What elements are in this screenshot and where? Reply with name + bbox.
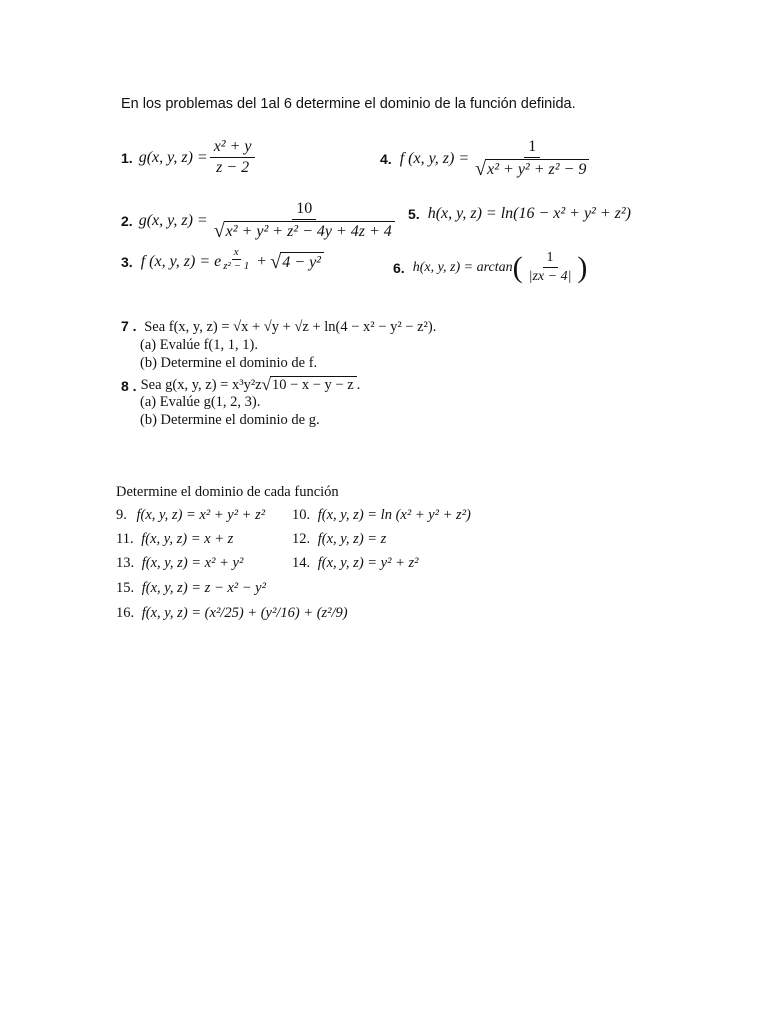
exercise-number: 16. <box>116 605 135 621</box>
exercise-number: 13. <box>116 555 135 571</box>
left-paren: ( <box>512 250 523 284</box>
exercise-number: 14. <box>292 555 311 571</box>
plus-sign: + <box>257 253 267 271</box>
problem-lhs: h(x, y, z) = ln(16 − x² + y² + z²) <box>427 205 631 222</box>
denominator: |zx − 4| <box>528 269 572 285</box>
problem-1 <box>121 138 257 178</box>
radical <box>262 376 357 394</box>
sqrt-symbol: √ <box>261 375 271 394</box>
problem-number: 3. <box>121 254 133 271</box>
section-heading: Determine el dominio de cada función <box>116 484 339 500</box>
radicand: x² + y² + z² − 9 <box>485 159 589 179</box>
problem-lhs: f (x, y, z) = e <box>140 253 222 271</box>
fraction <box>210 200 399 242</box>
exercise-expression: f(x, y, z) = y² + z² <box>317 555 419 571</box>
exponent-numerator: x <box>233 246 239 258</box>
exponent <box>221 246 251 272</box>
problem-lhs: g(x, y, z) = <box>138 211 208 229</box>
numerator: 1 <box>524 138 540 158</box>
sqrt-symbol: √ <box>475 158 487 181</box>
exercise-12 <box>292 531 386 548</box>
problem-8-part-b: (b) Determine el dominio de g. <box>140 412 320 428</box>
problem-6 <box>393 250 587 285</box>
exercise-expression: f(x, y, z) = (x²/25) + (y²/16) + (z²/9) <box>141 605 348 621</box>
right-paren: ) <box>577 250 588 284</box>
problem-statement: Sea f(x, y, z) = √x + √y + √z + ln(4 − x² − y² − z²). <box>144 319 437 335</box>
exercise-number: 12. <box>292 531 311 547</box>
radical <box>210 220 399 241</box>
problem-7 <box>121 318 436 336</box>
fraction <box>525 250 576 285</box>
numerator: 1 <box>543 250 558 268</box>
denominator: z − 2 <box>216 159 250 177</box>
problem-statement: Sea g(x, y, z) = x³y²z <box>140 377 262 393</box>
radicand: 4 − y² <box>280 252 324 272</box>
exponent-denominator: z² − 1 <box>223 259 250 272</box>
problem-number: 2. <box>121 212 133 229</box>
problem-8-part-a: (a) Evalúe g(1, 2, 3). <box>140 394 261 410</box>
exercise-16 <box>116 605 348 622</box>
numerator: 10 <box>292 200 316 220</box>
problem-3 <box>121 246 324 274</box>
exercise-number: 11. <box>116 531 134 547</box>
radical <box>471 158 593 179</box>
fraction <box>210 138 256 178</box>
problem-number: 6. <box>393 259 405 276</box>
problem-number: 4. <box>380 150 392 167</box>
exercise-expression: f(x, y, z) = x² + y² + z² <box>136 507 266 523</box>
period: . <box>356 377 361 393</box>
radicand: x² + y² + z² − 4y + 4z + 4 <box>224 221 395 241</box>
numerator: x² + y <box>210 138 256 158</box>
problem-7-part-b: (b) Determine el dominio de f. <box>140 355 318 371</box>
sqrt-symbol: √ <box>213 220 225 243</box>
problem-5 <box>408 205 631 223</box>
problem-number: 1. <box>121 149 133 166</box>
exercise-11 <box>116 531 233 548</box>
exercise-expression: f(x, y, z) = x² + y² <box>141 555 244 571</box>
intro-text: En los problemas del 1al 6 determine el dominio de la función definida. <box>121 96 576 112</box>
problem-number: 8 . <box>121 378 137 394</box>
exercise-expression: f(x, y, z) = ln (x² + y² + z²) <box>317 507 471 523</box>
problem-number: 7 . <box>121 318 137 334</box>
exercise-number: 10. <box>292 507 311 523</box>
exercise-14 <box>292 555 419 572</box>
exercise-13 <box>116 555 243 572</box>
problem-lhs: h(x, y, z) = arctan <box>412 259 513 275</box>
problem-lhs: g(x, y, z) = <box>138 148 208 166</box>
radicand: 10 − x − y − z <box>270 376 357 394</box>
exercise-expression: f(x, y, z) = z − x² − y² <box>141 580 266 596</box>
fraction <box>471 138 593 180</box>
exercise-15 <box>116 580 266 597</box>
exercise-expression: f(x, y, z) = z <box>317 531 387 547</box>
problem-number: 5. <box>408 206 420 222</box>
problem-8 <box>121 376 360 394</box>
exercise-expression: f(x, y, z) = x + z <box>141 531 234 547</box>
exercise-number: 15. <box>116 580 135 596</box>
exercise-10 <box>292 507 471 524</box>
problem-7-part-a: (a) Evalúe f(1, 1, 1). <box>140 337 258 353</box>
problem-2 <box>121 200 401 242</box>
problem-4 <box>380 138 595 180</box>
radical <box>270 252 324 272</box>
sqrt-symbol: √ <box>270 251 282 274</box>
problem-lhs: f (x, y, z) = <box>399 149 470 167</box>
exercise-9 <box>116 507 265 524</box>
exercise-number: 9. <box>116 507 127 523</box>
